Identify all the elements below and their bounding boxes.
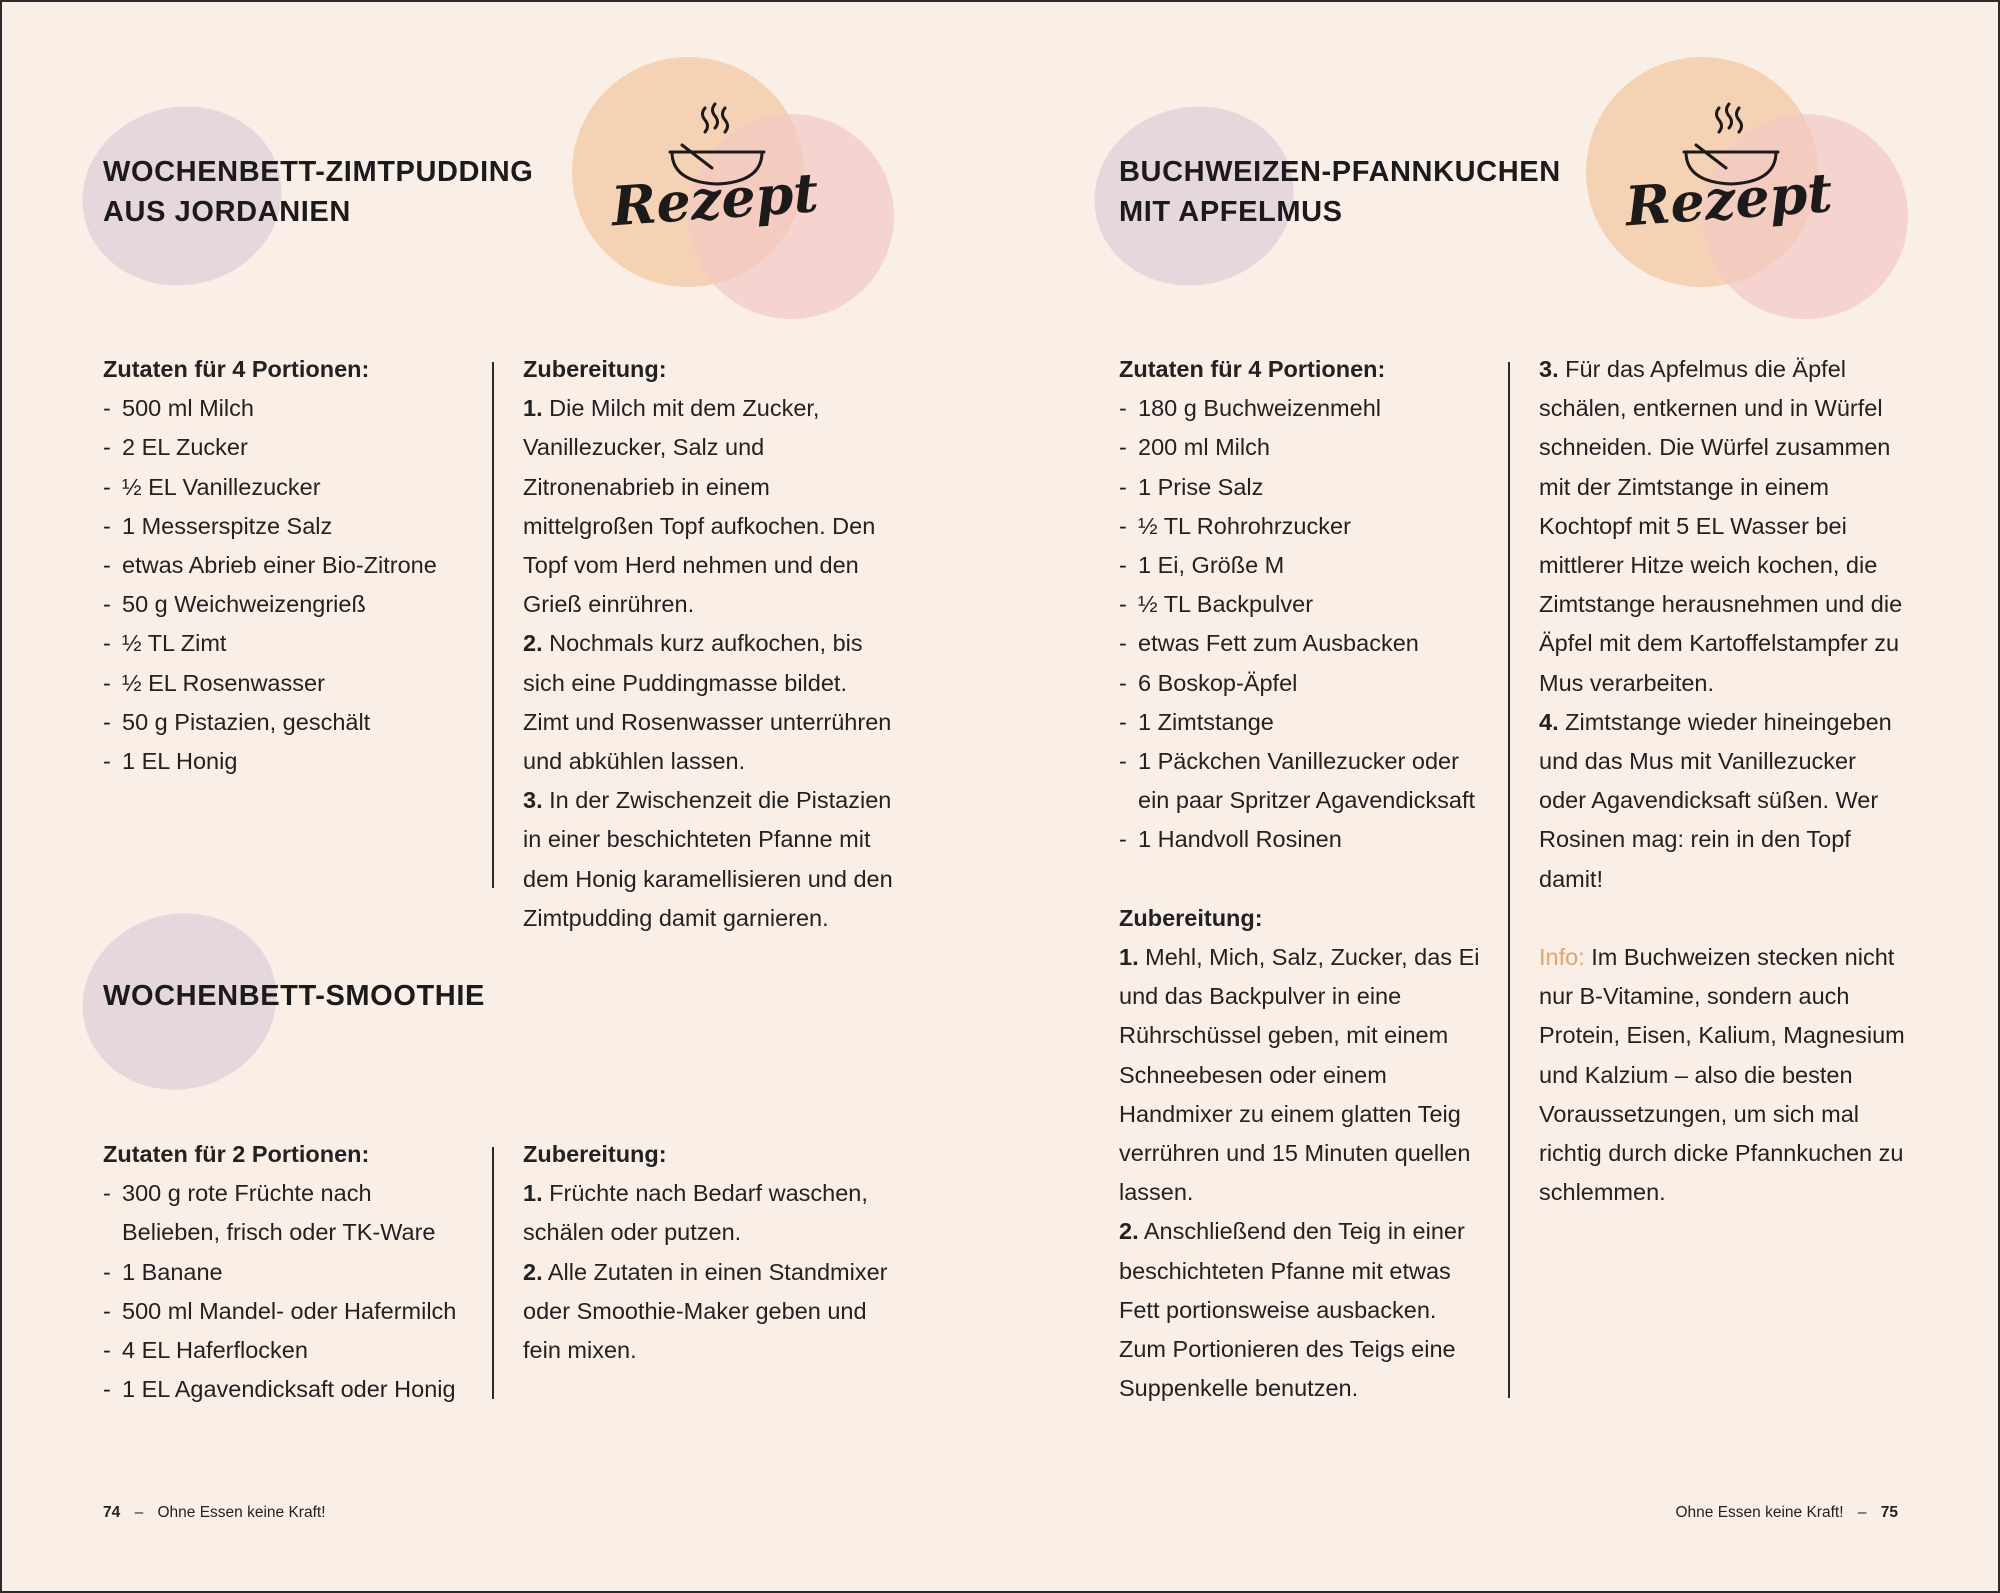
ingredient-item: - 1 EL Agavendicksaft oder Honig — [103, 1370, 473, 1409]
footer-right: Ohne Essen keine Kraft! – 75 — [1675, 1504, 1898, 1521]
ingredient-item: - 6 Boskop-Äpfel — [1119, 664, 1489, 703]
preparation-step: 3. In der Zwischenzeit die Pistazien in einer beschichteten Pfanne mit dem Honig karamellisieren und den Zimtpudding damit garnieren. — [523, 787, 893, 931]
footer-left: 74 – Ohne Essen keine Kraft! — [103, 1504, 326, 1521]
book-spread — [2, 2, 1998, 1591]
ingredient-item: - ½ EL Rosenwasser — [103, 664, 473, 703]
ingredient-item: - 1 EL Honig — [103, 742, 473, 781]
ingredient-item: - 1 Zimtstange — [1119, 703, 1489, 742]
preparation-step: 1. Die Milch mit dem Zucker, Vanillezucker, Salz und Zitronenabrieb in einem mittelgroßen Topf aufkochen. Den Topf vom Herd nehmen und den Grieß einrühren. — [523, 395, 876, 618]
ingredient-item: - 1 Päckchen Vanillezucker oder ein paar Spritzer Agavendicksaft — [1119, 742, 1489, 820]
ingredient-item: - 200 ml Milch — [1119, 428, 1489, 467]
recipe-title: WOCHENBETT-SMOOTHIE — [103, 980, 485, 1012]
column-divider — [492, 1147, 494, 1399]
preparation-step: 3. Für das Apfelmus die Äpfel schälen, entkernen und in Würfel schneiden. Die Würfel zusammen mit der Zimtstange in einem Kochtopf mit 5 EL Wasser bei mittlerer Hitze weich kochen, die Zimtstange herausnehmen und die Äpfel mit dem Kartoffelstampfer zu Mus verarbeiten. — [1539, 356, 1903, 696]
info-label: Info: — [1539, 944, 1585, 971]
rezept-badge — [590, 90, 821, 290]
preparation-heading: Zubereitung: — [1119, 904, 1263, 931]
ingredient-item: - 4 EL Haferflocken — [103, 1331, 473, 1370]
preparation-step: 2. Nochmals kurz aufkochen, bis sich eine Puddingmasse bildet. Zimt und Rosenwasser unterrühren und abkühlen lassen. — [523, 630, 892, 775]
ingredient-item: - 50 g Pistazien, geschält — [103, 703, 473, 742]
preparation-heading: Zubereitung: — [523, 1141, 667, 1167]
preparation-heading: Zubereitung: — [523, 356, 667, 382]
ingredients-heading: Zutaten für 2 Portionen: — [103, 1141, 370, 1167]
page-number: 74 — [103, 1504, 121, 1521]
column-divider — [1508, 362, 1510, 1398]
column-divider — [492, 362, 494, 888]
info-box — [1539, 938, 1909, 1212]
preparation-column — [1539, 350, 1909, 1212]
ingredient-item: - 500 ml Milch — [103, 389, 473, 428]
ingredients-column — [1119, 350, 1489, 1408]
ingredient-item: - 1 Messerspitze Salz — [103, 507, 473, 546]
ingredient-item: - etwas Fett zum Ausbacken — [1119, 624, 1489, 663]
preparation-step: 4. Zimtstange wieder hineingeben und das Mus mit Vanillezucker oder Agavendicksaft süßen. Wer Rosinen mag: rein in den Topf damit! — [1539, 708, 1892, 892]
ingredient-item: - 1 Prise Salz — [1119, 468, 1489, 507]
ingredient-item: - 500 ml Mandel- oder Hafermilch — [103, 1292, 473, 1331]
preparation-step: 1. Mehl, Mich, Salz, Zucker, das Ei und das Backpulver in eine Rührschüssel geben, mit einem Schneebesen oder einem Handmixer zu einem glatten Teig verrühren und 15 Minuten quellen lassen. — [1119, 944, 1480, 1206]
svg-text:Rezept: Rezept — [609, 160, 821, 239]
steaming-bowl-icon — [590, 90, 821, 250]
ingredient-item: - 2 EL Zucker — [103, 428, 473, 467]
preparation-column — [523, 350, 893, 938]
ingredient-item: - 300 g rote Früchte nach Belieben, frisch oder TK-Ware — [103, 1174, 473, 1252]
running-title: Ohne Essen keine Kraft! — [157, 1504, 326, 1521]
ingredient-item: - 1 Ei, Größe M — [1119, 546, 1489, 585]
ingredient-item: - ½ TL Rohrohrzucker — [1119, 507, 1489, 546]
ingredient-item: - etwas Abrieb einer Bio-Zitrone — [103, 546, 473, 585]
preparation-step: 2. Anschließend den Teig in einer beschichteten Pfanne mit etwas Fett portionsweise ausbacken. Zum Portionieren des Teigs eine Suppenkelle benutzen. — [1119, 1218, 1465, 1402]
ingredient-item: - 1 Banane — [103, 1253, 473, 1292]
ingredient-item: - ½ TL Backpulver — [1119, 585, 1489, 624]
running-title: Ohne Essen keine Kraft! — [1675, 1504, 1844, 1521]
svg-text:Rezept: Rezept — [1623, 160, 1835, 239]
ingredient-item: - ½ EL Vanillezucker — [103, 468, 473, 507]
preparation-column — [523, 1135, 893, 1370]
ingredients-heading: Zutaten für 4 Portionen: — [103, 356, 370, 382]
ingredients-heading: Zutaten für 4 Portionen: — [1119, 356, 1386, 382]
recipe-title: WOCHENBETT-ZIMTPUDDING AUS JORDANIEN — [103, 156, 534, 228]
ingredient-item: - 50 g Weichweizengrieß — [103, 585, 473, 624]
rezept-badge — [1604, 90, 1835, 290]
info-text: Im Buchweizen stecken nicht nur B-Vitamine, sondern auch Protein, Eisen, Kalium, Magnesium und Kalzium – also die besten Voraussetzungen, um sich mal richtig durch dicke Pfannkuchen zu schlemmen. — [1539, 944, 1905, 1206]
ingredients-column — [103, 1135, 473, 1409]
preparation-step: 2. Alle Zutaten in einen Standmixer oder Smoothie-Maker geben und fein mixen. — [523, 1258, 888, 1364]
ingredients-column — [103, 350, 473, 781]
page-number: 75 — [1880, 1504, 1898, 1521]
ingredient-item: - 1 Handvoll Rosinen — [1119, 820, 1489, 859]
steaming-bowl-icon — [1604, 90, 1835, 250]
ingredient-item: - ½ TL Zimt — [103, 624, 473, 663]
ingredient-list — [103, 389, 473, 781]
preparation-step: 1. Früchte nach Bedarf waschen, schälen oder putzen. — [523, 1180, 868, 1246]
ingredient-list — [1119, 389, 1489, 859]
recipe-title: BUCHWEIZEN-PFANNKUCHEN MIT APFELMUS — [1119, 156, 1561, 228]
ingredient-list — [103, 1174, 473, 1409]
ingredient-item: - 180 g Buchweizenmehl — [1119, 389, 1489, 428]
